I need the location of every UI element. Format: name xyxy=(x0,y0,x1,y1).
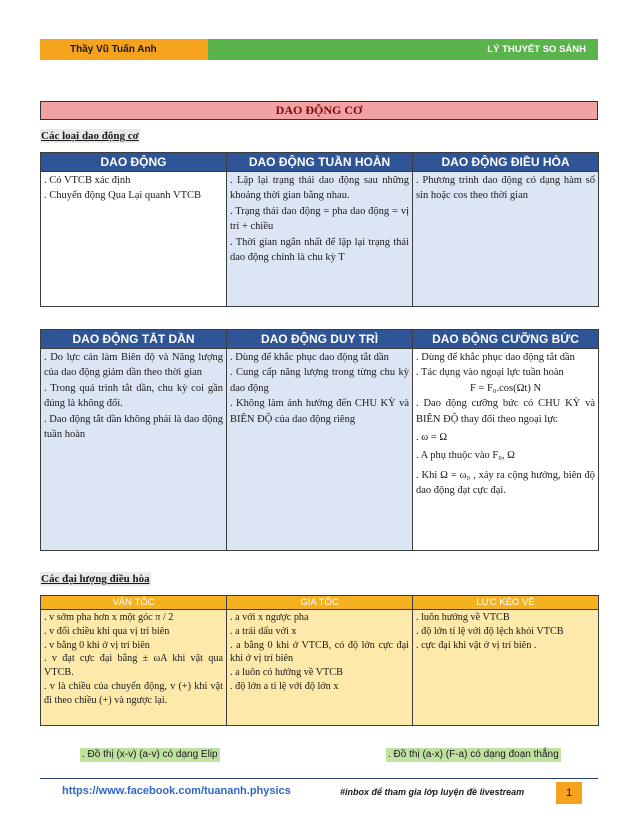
list-item: . v là chiều của chuyển động, v (+) khi vật đi theo chiều (+) và ngược lại. xyxy=(44,680,223,706)
list-item: . Chuyển động Qua Lại quanh VTCB xyxy=(44,190,201,202)
header-gia-toc: GIA TỐC xyxy=(227,596,413,610)
header-van-toc: VẬN TỐC xyxy=(41,596,227,610)
table-row xyxy=(41,610,599,726)
header-author: Thầy Vũ Tuấn Anh xyxy=(40,39,208,60)
list-item: . v bằng 0 khi ở vị trí biên xyxy=(44,639,150,651)
list-item: . Dao động tắt dần không phải là dao động tuần hoàn xyxy=(44,413,223,441)
cell-van-toc xyxy=(41,610,227,726)
list-item: . a luôn có hướng về VTCB xyxy=(230,667,343,679)
header-luc-keo-ve: LỰC KÉO VỀ xyxy=(413,596,599,610)
table-row xyxy=(41,349,599,551)
page-number: 1 xyxy=(556,782,582,804)
list-item: . Trạng thái dao động = pha dao động = vị trí + chiều xyxy=(230,205,409,233)
main-title: DAO ĐỘNG CƠ xyxy=(40,101,598,120)
header-dao-dong: DAO ĐỘNG xyxy=(41,153,227,172)
table-header-row xyxy=(41,330,599,349)
cell-dao-dong-dieu-hoa xyxy=(413,172,599,307)
list-item: . luôn hướng về VTCB xyxy=(416,612,510,623)
table-harmonic-quantities xyxy=(40,595,599,726)
cell-dao-dong xyxy=(41,172,227,307)
facebook-link[interactable]: https://www.facebook.com/tuananh.physics xyxy=(62,785,291,797)
list-item: . a bằng 0 khi ở VTCB, có độ lớn cực đại khi ở vị trí biên xyxy=(230,639,409,665)
list-item: . độ lớn a tỉ lệ với độ lớn x xyxy=(230,680,339,692)
table-oscillation-types-2 xyxy=(40,329,599,551)
table-header-row xyxy=(41,596,599,610)
list-item: . a trái dấu với x xyxy=(230,625,297,637)
section-label-harmonic-quantities: Các đại lượng điều hòa xyxy=(41,573,150,585)
table-row xyxy=(41,172,599,307)
list-item: . độ lớn tỉ lệ với độ lệch khỏi VTCB xyxy=(416,625,564,637)
list-item: . v sớm pha hơn x một góc π / 2 xyxy=(44,612,174,623)
list-item: . a với x ngược pha xyxy=(230,612,309,623)
list-item: . Phương trình dao động có dạng hàm số sin hoặc cos theo thời gian xyxy=(416,175,595,202)
list-item: . Thời gian ngắn nhất để lặp lại trạng thái dao động chính là chu kỳ T xyxy=(230,236,409,264)
list-item: . Dùng để khắc phục dao động tắt dần xyxy=(416,352,575,363)
note-ellipse-graphs: . Đồ thị (x-v) (a-v) có dạng Elip xyxy=(82,749,218,760)
list-item: . Lặp lại trạng thái dao động sau những khoảng thời gian bằng nhau. xyxy=(230,175,409,202)
header-cuong-buc: DAO ĐỘNG CƯỠNG BỨC xyxy=(413,330,599,349)
list-item: . Dao động cưỡng bức có CHU KỲ và BIÊN ĐỘ thay đổi theo ngoại lực xyxy=(416,398,595,425)
header-dao-dong-dieu-hoa: DAO ĐỘNG ĐIỀU HÒA xyxy=(413,153,599,172)
list-item: . cực đại khi vật ở vị trí biên . xyxy=(416,639,537,651)
header-dao-dong-tuan-hoan: DAO ĐỘNG TUẦN HOÀN xyxy=(227,153,413,172)
list-item: . Không làm ảnh hưởng đến CHU KỲ và BIÊN ĐỘ của dao động riêng xyxy=(230,398,409,425)
note-line-graphs: . Đồ thị (a-x) (F-a) có dạng đoạn thẳng xyxy=(388,749,559,760)
list-item: . Trong quá trình tắt dần, chu kỳ coi gần đúng là không đổi. xyxy=(44,382,223,410)
header-subject: LÝ THUYẾT SO SÁNH xyxy=(208,39,598,60)
cell-cuong-buc xyxy=(413,349,599,551)
table-oscillation-types-1 xyxy=(40,152,599,307)
list-item: . Do lực cản làm Biên độ và Năng lượng của dao động giảm dần theo thời gian xyxy=(44,352,223,379)
section-label-oscillation-types: Các loại dao động cơ xyxy=(41,130,139,142)
header-duy-tri: DAO ĐỘNG DUY TRÌ xyxy=(227,330,413,349)
list-item: . Khi Ω = ω₀ , xảy ra cộng hưởng, biên độ dao động đạt cực đại. xyxy=(416,469,595,497)
cell-dao-dong-tuan-hoan xyxy=(227,172,413,307)
table-header-row xyxy=(41,153,599,172)
footer-livestream-note: #inbox để tham gia lớp luyện đề livestream xyxy=(340,787,525,797)
list-item: . Dùng để khắc phục dao động tắt dần xyxy=(230,352,389,363)
force-formula: F = F₀.cos(Ωt) N xyxy=(469,382,542,394)
cell-tat-dan xyxy=(41,349,227,551)
list-item: . v đạt cực đại bằng ± ωA khi vật qua VTCB. xyxy=(44,653,223,679)
list-item: . ω = Ω xyxy=(416,432,448,444)
cell-duy-tri xyxy=(227,349,413,551)
list-item: . v đổi chiều khi qua vị trí biên xyxy=(44,625,170,637)
list-item: . A phụ thuộc vào F₀, Ω xyxy=(416,450,515,462)
list-item: . Tác dụng vào ngoại lực tuần hoàn xyxy=(416,367,564,379)
cell-luc-keo-ve xyxy=(413,610,599,726)
list-item: . Cung cấp năng lượng trong từng chu kỳ dao động xyxy=(230,367,409,394)
list-item: . Có VTCB xác định xyxy=(44,175,131,186)
header-tat-dan: DAO ĐỘNG TẮT DẦN xyxy=(41,330,227,349)
footer-divider xyxy=(40,778,598,779)
page-header xyxy=(40,39,598,60)
cell-gia-toc xyxy=(227,610,413,726)
